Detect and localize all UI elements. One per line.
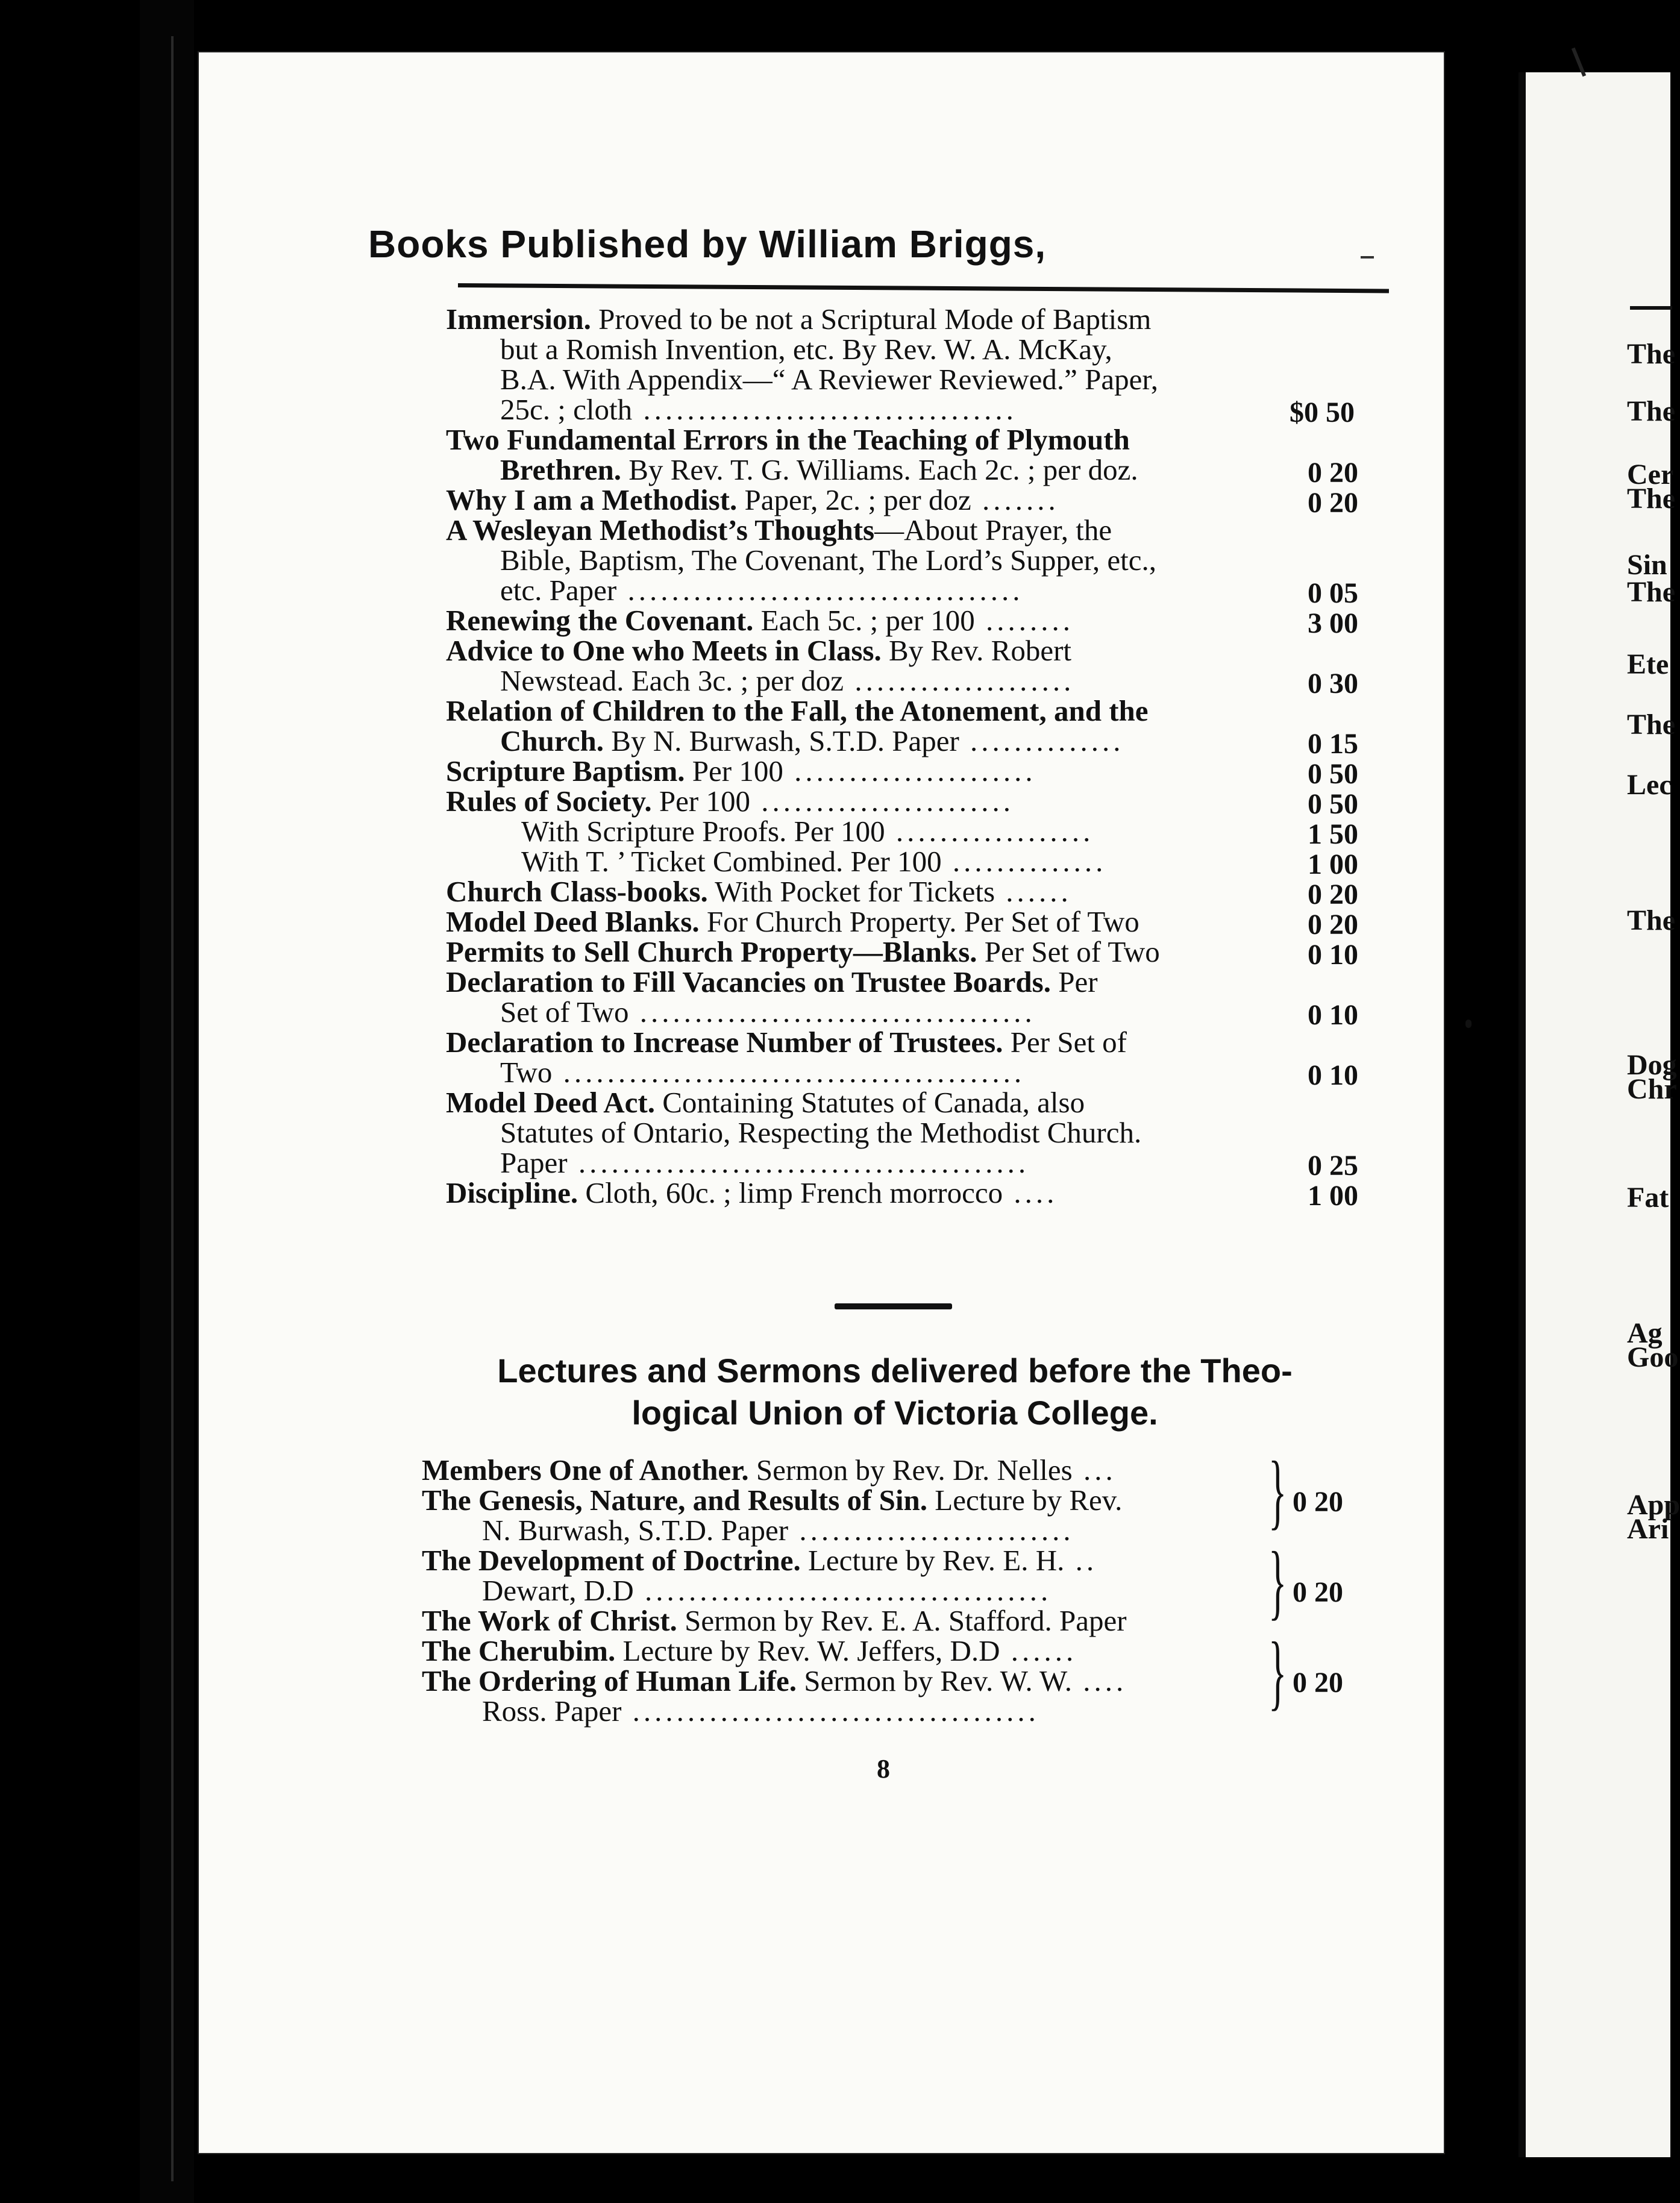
leader-dots: ..................................... xyxy=(633,1574,1052,1607)
entry-title: Church Class-books. xyxy=(446,875,708,908)
entry-text: Paper xyxy=(500,1146,568,1179)
entry-price: 0 50 xyxy=(1308,758,1358,790)
entry-text: Sermon by Rev. W. W. xyxy=(797,1664,1072,1697)
entry-line xyxy=(446,967,1098,997)
ink-dot xyxy=(1465,1020,1472,1028)
entry-line xyxy=(446,786,1014,816)
entry-title: Declaration to Increase Number of Trustees. xyxy=(446,1026,1003,1059)
entry-price: 0 05 xyxy=(1308,577,1358,609)
facing-page-word: Ete xyxy=(1627,648,1669,680)
entry-line xyxy=(500,365,1158,395)
entry-text: Lecture by Rev. W. Jeffers, D.D xyxy=(615,1634,1000,1667)
entry-subtext: With Scripture Proofs. Per 100 xyxy=(521,815,885,848)
entry-text: Per Set of Two xyxy=(977,935,1160,968)
entry-price: 0 20 xyxy=(1308,879,1358,910)
facing-page-word: The xyxy=(1627,576,1676,608)
entry-title: Why I am a Methodist. xyxy=(446,483,738,516)
leader-dots: .. xyxy=(1064,1544,1098,1577)
entry-title: Church. xyxy=(500,724,604,757)
leader-dots: .................. xyxy=(885,815,1094,848)
entry-text: Paper, 2c. ; per doz xyxy=(737,483,971,516)
leader-dots: ....... xyxy=(971,483,1059,516)
facing-page xyxy=(1519,72,1670,2157)
entry-text: By Rev. T. G. Williams. Each 2c. ; per doz. xyxy=(621,453,1138,486)
entry-line xyxy=(422,1606,1127,1636)
entry-title: Immersion. xyxy=(446,302,591,336)
leader-dots: ......................................... xyxy=(567,1146,1030,1179)
entry-line xyxy=(446,304,1151,334)
entry-text: Per 100 xyxy=(685,754,783,788)
entry-line xyxy=(521,816,1094,847)
entry-text: Bible, Baptism, The Covenant, The Lord’s Supper, etc., xyxy=(500,544,1157,577)
entry-text: —About Prayer, the xyxy=(874,513,1112,547)
entry-line xyxy=(422,1485,1122,1515)
facing-page-word: App xyxy=(1627,1489,1680,1521)
entry-line xyxy=(446,937,1160,967)
entry-price: 0 15 xyxy=(1308,728,1358,760)
entry-line xyxy=(422,1546,1097,1576)
leader-dots: ..................................... xyxy=(621,1694,1039,1728)
entry-text: 25c. ; cloth xyxy=(500,393,633,426)
facing-page-word: The xyxy=(1627,395,1676,427)
leader-dots: ....................... xyxy=(750,785,1014,818)
facing-page-word: Goo xyxy=(1627,1341,1679,1373)
entry-line xyxy=(500,1148,1029,1178)
entry-line xyxy=(500,575,1023,606)
entry-text: Set of Two xyxy=(500,995,629,1029)
facing-page-word: Fat xyxy=(1627,1182,1669,1214)
leader-dots: .............. xyxy=(959,724,1124,757)
group-price: 0 20 xyxy=(1293,1486,1343,1518)
entry-title: The Work of Christ. xyxy=(422,1604,677,1637)
facing-page-rule xyxy=(1630,306,1672,310)
entry-text: Two xyxy=(500,1056,553,1089)
entry-line xyxy=(422,1455,1117,1485)
leader-dots: .... xyxy=(1003,1176,1058,1209)
entry-line xyxy=(446,756,1036,786)
entry-line xyxy=(446,515,1112,545)
entry-price: 3 00 xyxy=(1308,607,1358,639)
leader-dots: ... xyxy=(1072,1453,1117,1487)
leader-dots: .................................... xyxy=(628,995,1036,1029)
facing-page-word: Chr xyxy=(1627,1073,1677,1105)
entry-text: Proved to be not a Scriptural Mode of Baptism xyxy=(591,302,1152,336)
entry-text: Sermon by Rev. Dr. Nelles xyxy=(748,1453,1073,1487)
entry-text: Statutes of Ontario, Respecting the Methodist Church. xyxy=(500,1116,1142,1149)
entry-line xyxy=(500,1118,1141,1148)
entry-line xyxy=(500,997,1036,1027)
entry-price: 0 20 xyxy=(1308,457,1358,489)
facing-page-word: The xyxy=(1627,338,1676,370)
group-brace: } xyxy=(1268,1444,1287,1538)
entry-text: Sermon by Rev. E. A. Stafford. Paper xyxy=(677,1604,1127,1637)
entry-line xyxy=(482,1576,1052,1606)
entry-title: Renewing the Covenant. xyxy=(446,604,754,637)
facing-page-word: Cer xyxy=(1627,459,1674,490)
leader-dots: ...... xyxy=(1000,1634,1077,1667)
leader-dots: .................................... xyxy=(616,574,1024,607)
entry-line xyxy=(446,877,1072,907)
entry-line xyxy=(446,907,1139,937)
entry-text: Containing Statutes of Canada, also xyxy=(655,1086,1085,1119)
entry-title: Discipline. xyxy=(446,1176,578,1209)
leader-dots: ...................... xyxy=(783,754,1036,788)
group-price: 0 20 xyxy=(1293,1576,1343,1608)
facing-page-word: The xyxy=(1627,709,1676,741)
leader-dots: .......................................... xyxy=(552,1056,1026,1089)
entry-line xyxy=(521,847,1106,877)
entry-price: 1 50 xyxy=(1308,818,1358,850)
entry-text: Per xyxy=(1051,965,1098,998)
group-price: 0 20 xyxy=(1293,1667,1343,1699)
facing-page-word: Sin xyxy=(1627,549,1667,581)
entry-line xyxy=(422,1636,1077,1666)
entry-title: Rules of Society. xyxy=(446,785,652,818)
leader-dots: ...... xyxy=(995,875,1072,908)
entry-price: 0 50 xyxy=(1308,788,1358,820)
entry-title: Members One of Another. xyxy=(422,1453,749,1487)
entry-title: Brethren. xyxy=(500,453,621,486)
facing-page-word: The xyxy=(1627,483,1676,515)
entry-text: By Rev. Robert xyxy=(881,634,1071,667)
entry-title: A Wesleyan Methodist’s Thoughts xyxy=(446,513,875,547)
group-brace: } xyxy=(1268,1535,1287,1628)
entry-line xyxy=(500,545,1156,575)
entry-text: Lecture by Rev. E. H. xyxy=(800,1544,1065,1577)
entry-price: 0 20 xyxy=(1308,909,1358,941)
entry-title: Permits to Sell Church Property—Blanks. xyxy=(446,935,977,968)
facing-page-word: Ari xyxy=(1627,1513,1669,1545)
entry-title: Relation of Children to the Fall, the Atonement, and the xyxy=(446,694,1149,727)
entry-line xyxy=(446,1088,1085,1118)
entry-price: 0 30 xyxy=(1308,668,1358,700)
entry-text: Each 5c. ; per 100 xyxy=(753,604,975,637)
entry-text: B.A. With Appendix—“ A Reviewer Reviewed.” Paper, xyxy=(500,363,1158,396)
entry-text: Per 100 xyxy=(651,785,750,818)
book-spine-edge xyxy=(140,0,194,2203)
entry-text: Lecture by Rev. xyxy=(927,1484,1123,1517)
entry-title: Declaration to Fill Vacancies on Trustee Boards. xyxy=(446,965,1051,998)
entry-line xyxy=(482,1696,1039,1726)
entry-text: Ross. Paper xyxy=(482,1694,622,1728)
entry-price: 0 20 xyxy=(1308,487,1358,519)
facing-page-word: Dog xyxy=(1627,1049,1677,1081)
entry-text: For Church Property. Per Set of Two xyxy=(699,905,1139,938)
entry-text: etc. Paper xyxy=(500,574,617,607)
entry-title: Model Deed Act. xyxy=(446,1086,655,1119)
page-number: 8 xyxy=(877,1754,890,1784)
entry-title: The Development of Doctrine. xyxy=(422,1544,801,1577)
entry-title: Two Fundamental Errors in the Teaching of Plymouth xyxy=(446,423,1130,456)
entry-line xyxy=(500,726,1124,756)
entry-title: The Ordering of Human Life. xyxy=(422,1664,797,1697)
leader-dots: .............. xyxy=(941,845,1107,878)
header-tick xyxy=(1361,256,1374,259)
entry-line xyxy=(446,485,1059,515)
entry-line xyxy=(446,636,1071,666)
entry-price: 0 10 xyxy=(1308,1059,1358,1091)
leader-dots: ......................... xyxy=(788,1514,1074,1547)
entry-text: Cloth, 60c. ; limp French morrocco xyxy=(578,1176,1003,1209)
leader-dots: .... xyxy=(1071,1664,1127,1697)
entry-line xyxy=(446,425,1130,455)
entry-price: 0 10 xyxy=(1308,939,1358,971)
entry-text: Newstead. Each 3c. ; per doz xyxy=(500,664,844,697)
entry-line xyxy=(482,1515,1074,1546)
facing-page-word: Lec xyxy=(1627,769,1672,801)
entry-title: Model Deed Blanks. xyxy=(446,905,700,938)
leader-dots: .................................. xyxy=(632,393,1017,426)
entry-line xyxy=(446,1178,1058,1208)
entry-text: With Pocket for Tickets xyxy=(707,875,995,908)
page-header: Books Published by William Briggs, xyxy=(368,222,1047,266)
entry-price: 1 00 xyxy=(1308,848,1358,880)
entry-line xyxy=(500,666,1074,696)
facing-page-word: Ag xyxy=(1627,1317,1663,1349)
leader-dots: ........ xyxy=(974,604,1074,637)
entry-text: Dewart, D.D xyxy=(482,1574,634,1607)
entry-line xyxy=(500,395,1017,425)
entry-line xyxy=(500,334,1112,365)
entry-line xyxy=(446,1027,1127,1058)
entry-title: The Genesis, Nature, and Results of Sin. xyxy=(422,1484,928,1517)
entry-line xyxy=(422,1666,1127,1696)
entry-title: Scripture Baptism. xyxy=(446,754,685,788)
section-title-line-1: Lectures and Sermons delivered before the Theo- xyxy=(497,1352,1293,1390)
entry-title: Advice to One who Meets in Class. xyxy=(446,634,882,667)
entry-line xyxy=(500,455,1138,485)
entry-text: By N. Burwash, S.T.D. Paper xyxy=(604,724,959,757)
entry-price: 0 25 xyxy=(1308,1150,1358,1182)
facing-page-word: The xyxy=(1627,904,1676,936)
entry-text: N. Burwash, S.T.D. Paper xyxy=(482,1514,789,1547)
entry-price: $0 50 xyxy=(1290,396,1355,428)
entry-price: 0 10 xyxy=(1308,999,1358,1031)
entry-line xyxy=(446,696,1149,726)
leader-dots: .................... xyxy=(844,664,1075,697)
entry-text: but a Romish Invention, etc. By Rev. W. A. McKay, xyxy=(500,333,1112,366)
section-divider xyxy=(835,1303,952,1309)
entry-line xyxy=(446,606,1074,636)
entry-line xyxy=(500,1058,1025,1088)
section-title-line-2: logical Union of Victoria College. xyxy=(632,1394,1158,1432)
entry-price: 1 00 xyxy=(1308,1180,1358,1212)
group-brace: } xyxy=(1268,1625,1287,1719)
entry-subtext: With T. ’ Ticket Combined. Per 100 xyxy=(521,845,942,878)
entry-text: Per Set of xyxy=(1003,1026,1127,1059)
entry-title: The Cherubim. xyxy=(422,1634,616,1667)
